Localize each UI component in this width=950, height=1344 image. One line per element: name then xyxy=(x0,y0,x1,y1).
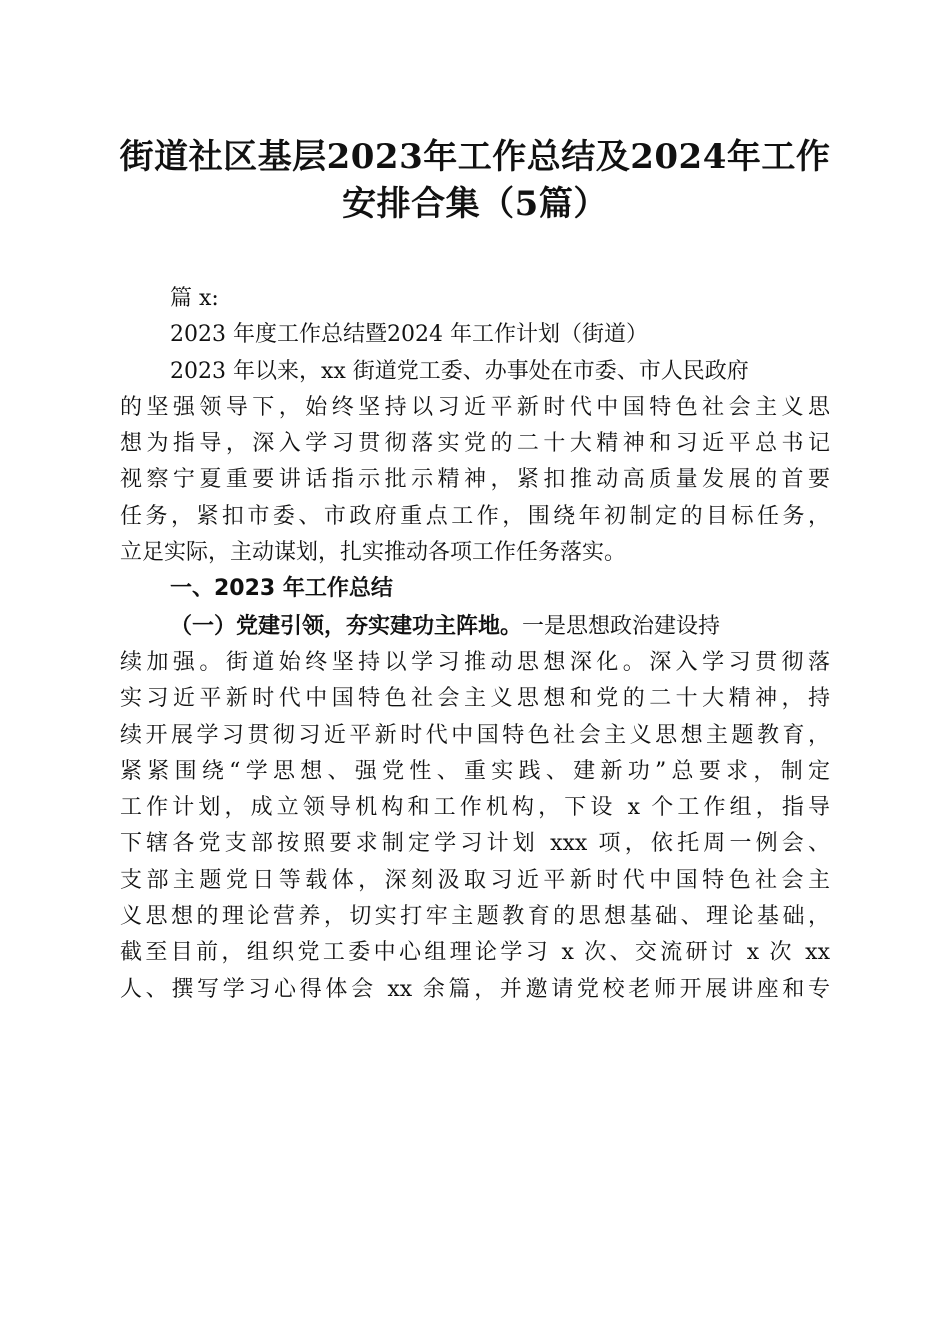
intro-line: 的坚强领导下，始终坚持以习近平新时代中国特色社会主义思 xyxy=(120,394,830,420)
body-line: 工作计划，成立领导机构和工作机构，下设 x 个工作组，指导 xyxy=(120,795,830,821)
title-line-2: 安排合集（5篇） xyxy=(342,184,608,224)
subsection-heading: （一）党建引领，夯实建功主阵地。 xyxy=(170,612,523,639)
intro-line: 任务，紧扣市委、市政府重点工作，围绕年初制定的目标任务， xyxy=(120,503,830,529)
body-line: 支部主题党日等载体，深刻汲取习近平新时代中国特色社会主 xyxy=(120,867,830,893)
article-label: 篇 x: xyxy=(170,286,219,311)
body-line: 下辖各党支部按照要求制定学习计划 xxx 项，依托周一例会、 xyxy=(120,831,830,857)
intro-line: 立足实际，主动谋划，扎实推动各项工作任务落实。 xyxy=(120,540,627,566)
body-line: 实习近平新时代中国特色社会主义思想和党的二十大精神，持 xyxy=(120,686,830,712)
body-line: 人、撰写学习心得体会 xx 余篇，并邀请党校老师开展讲座和专 xyxy=(120,976,830,1002)
document-title xyxy=(100,134,850,228)
intro-line: 想为指导，深入学习贯彻落实党的二十大精神和习近平总书记 xyxy=(120,431,830,457)
body-line: 紧紧围绕“学思想、强党性、重实践、建新功”总要求，制定 xyxy=(120,758,830,784)
intro-line: 2023 年以来，xx 街道党工委、办事处在市委、市人民政府 xyxy=(170,358,749,384)
body-line: 义思想的理论营养，切实打牢主题教育的思想基础、理论基础， xyxy=(120,904,830,930)
title-line-1: 街道社区基层2023年工作总结及2024年工作 xyxy=(119,137,831,177)
document-body xyxy=(120,281,830,1008)
article-subtitle: 2023 年度工作总结暨2024 年工作计划（街道） xyxy=(170,322,648,348)
subsection-first-line xyxy=(120,608,830,645)
body-line: 续开展学习贯彻习近平新时代中国特色社会主义思想主题教育， xyxy=(120,722,830,748)
subsection-first-text: 一是思想政治建设持 xyxy=(522,613,721,639)
section-heading: 一、2023 年工作总结 xyxy=(170,576,393,602)
body-line: 截至目前，组织党工委中心组理论学习 x 次、交流研讨 x 次 xx xyxy=(120,940,830,966)
body-line: 续加强。街道始终坚持以学习推动思想深化。深入学习贯彻落 xyxy=(120,649,830,675)
intro-line: 视察宁夏重要讲话指示批示精神，紧扣推动高质量发展的首要 xyxy=(120,467,830,493)
